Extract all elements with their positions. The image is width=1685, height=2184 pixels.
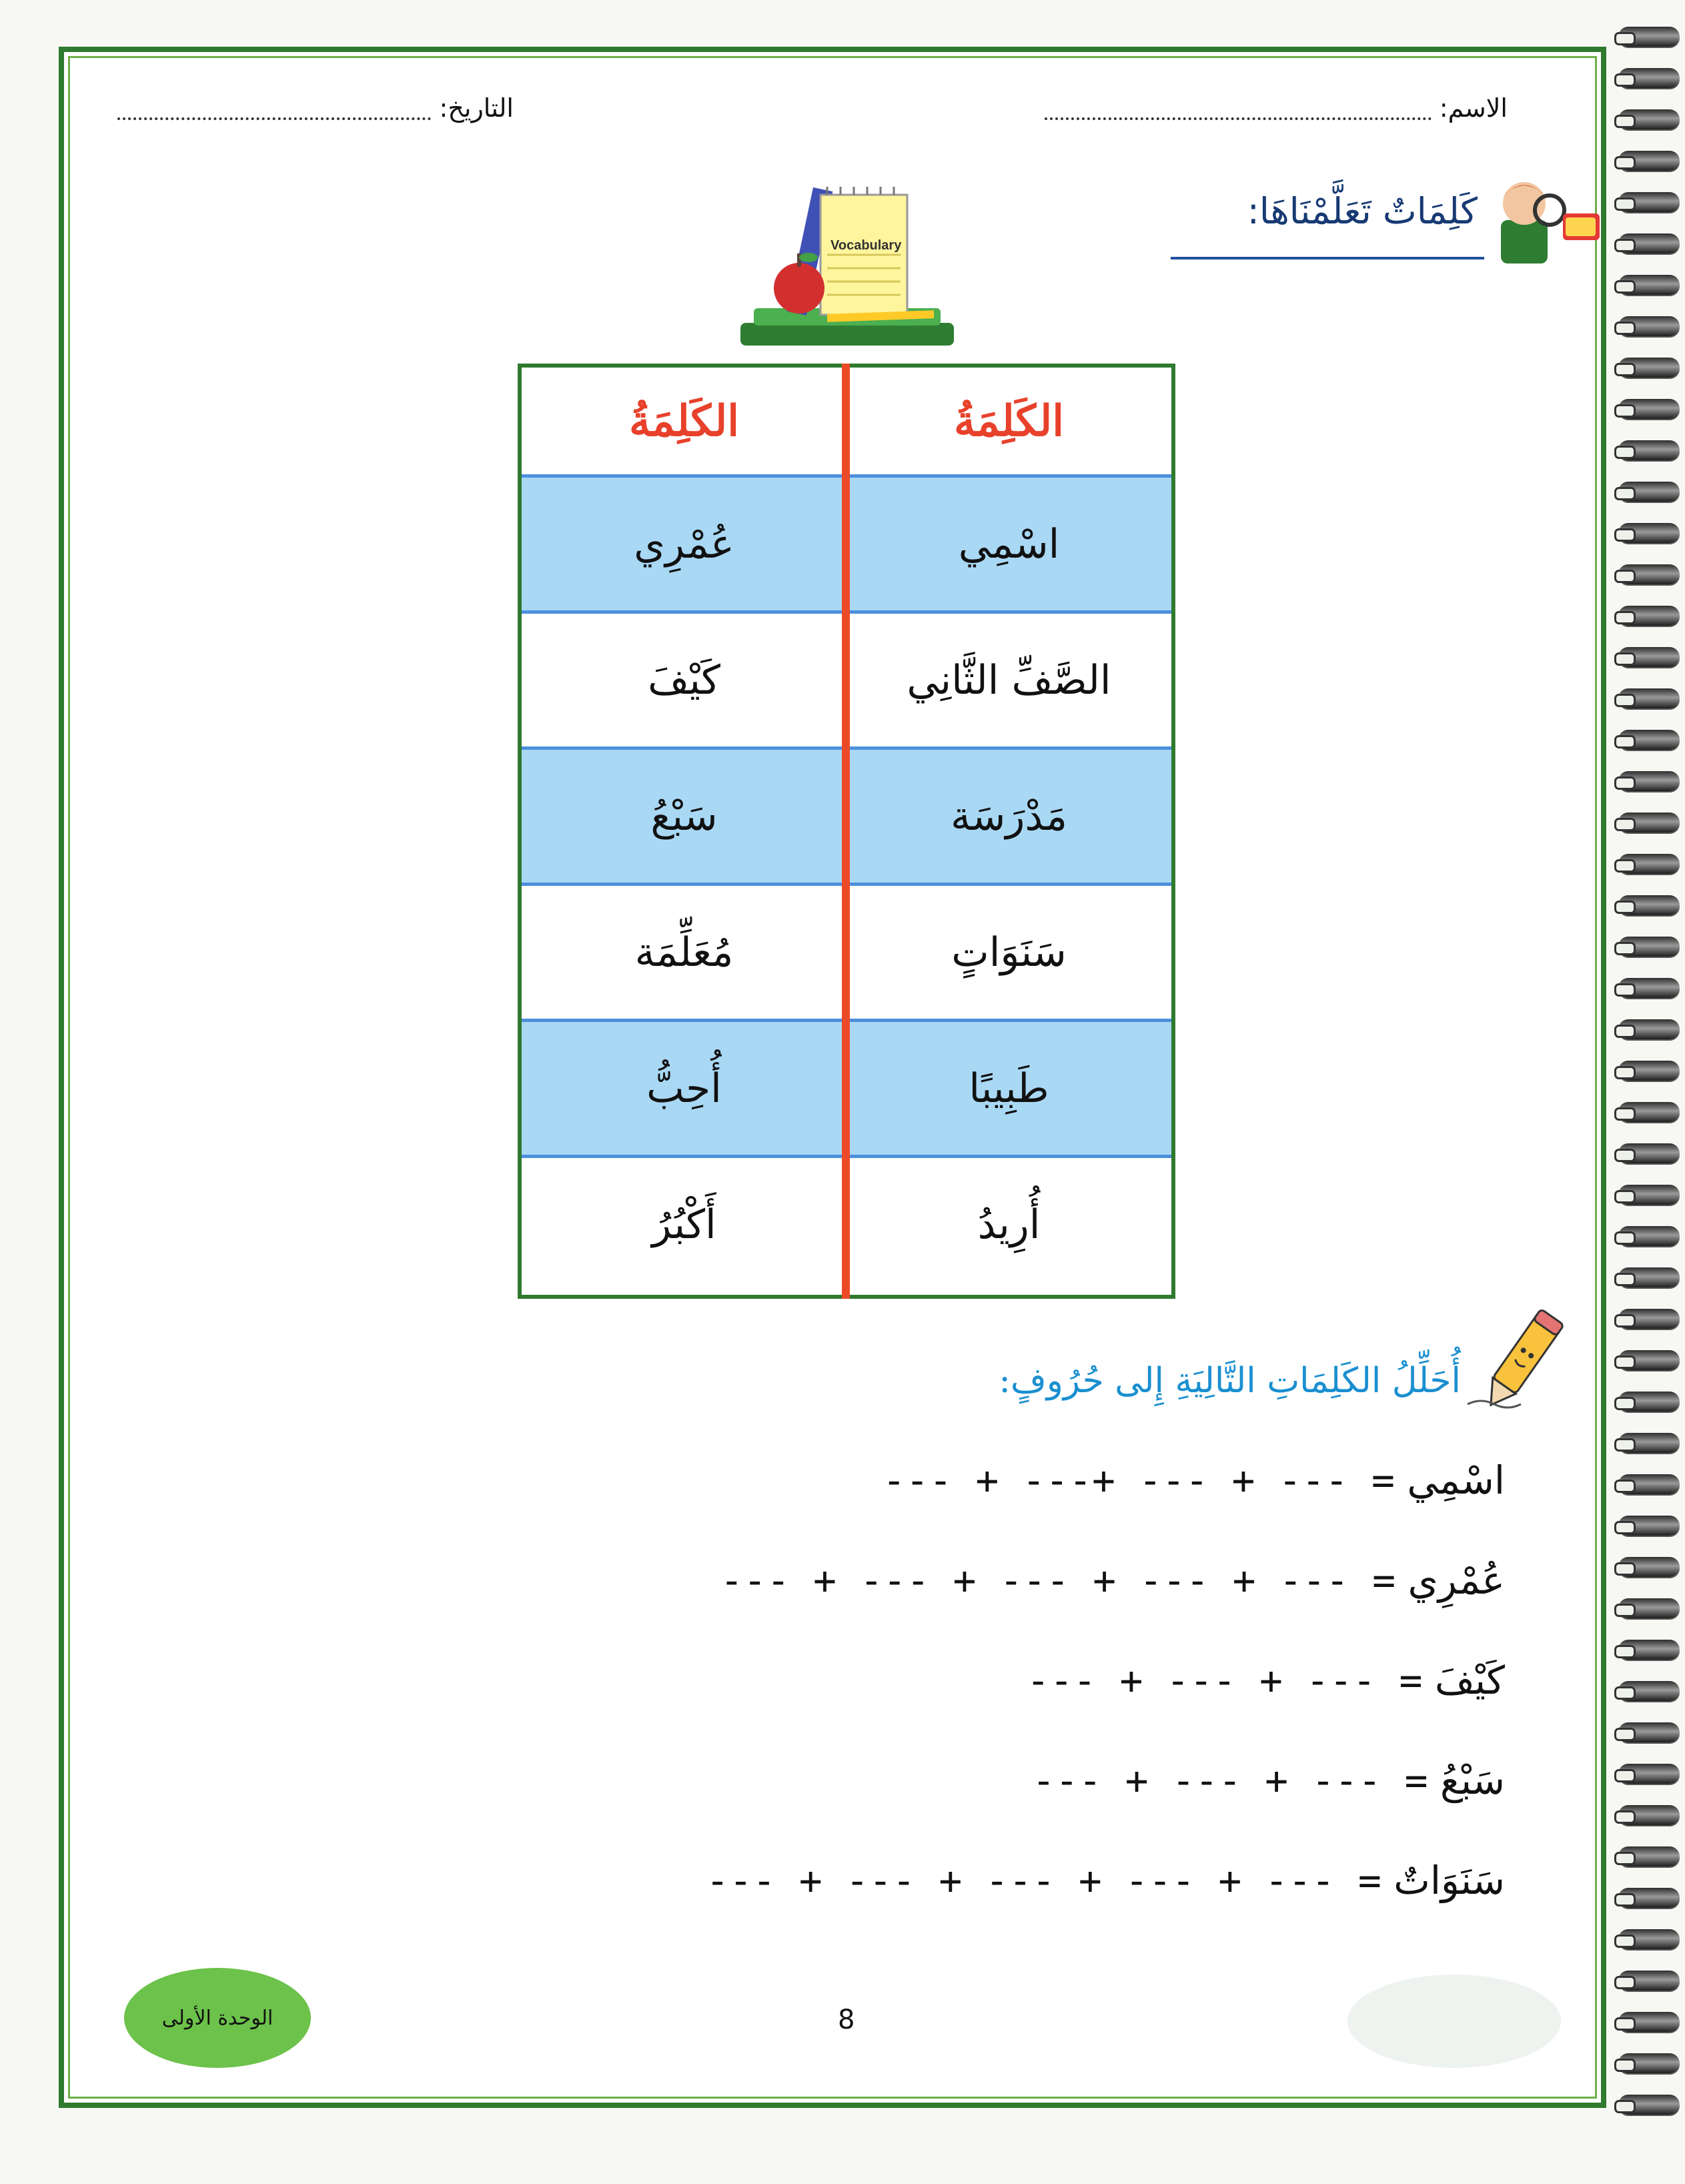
exercise-line: [1032, 1758, 1505, 1803]
spiral-loop: [1618, 1309, 1680, 1329]
word-cell: سَبْعُ: [650, 792, 718, 840]
spiral-loop: [1618, 2053, 1680, 2073]
spiral-loop: [1618, 647, 1680, 667]
spiral-loop: [1618, 440, 1680, 460]
spiral-loop: [1618, 1061, 1680, 1081]
exercise-word: كَيْفَ: [1434, 1658, 1505, 1703]
spiral-loop: [1618, 771, 1680, 791]
spiral-loop: [1618, 192, 1680, 212]
name-dotted-line: [1045, 100, 1432, 120]
word-cell: مُعَلِّمَة: [634, 929, 734, 976]
spiral-loop: [1618, 1392, 1680, 1412]
word-cell: اسْمِي: [958, 520, 1060, 568]
spiral-loop: [1618, 1557, 1680, 1577]
boy-reading-icon: [1484, 173, 1604, 267]
spiral-loop: [1618, 1516, 1680, 1536]
spiral-loop: [1618, 1846, 1680, 1866]
header-right-cell: الكَلِمَةُ: [953, 396, 1065, 446]
page-number: 8: [838, 2005, 855, 2035]
spiral-loop: [1618, 895, 1680, 915]
spiral-loop: [1618, 978, 1680, 998]
word-cell: أَكْبُرُ: [652, 1201, 716, 1248]
spiral-loop: [1618, 1019, 1680, 1039]
date-label: التاريخ:: [439, 93, 514, 123]
spiral-loop: [1618, 1681, 1680, 1701]
spiral-loop: [1618, 27, 1680, 47]
spiral-loop: [1618, 1971, 1680, 1991]
spiral-loop: [1618, 233, 1680, 253]
exercise-title: أُحَلِّلُ الكَلِمَاتِ التَّالِيَةِ إِلى حُرُوفٍ:: [999, 1361, 1461, 1401]
spiral-loop: [1618, 1888, 1680, 1908]
spiral-loop: [1618, 2012, 1680, 2032]
exercise-word: سَبْعُ: [1440, 1758, 1505, 1803]
pencil-icon: [1461, 1304, 1581, 1418]
spiral-loop: [1618, 688, 1680, 708]
spiral-loop: [1618, 730, 1680, 750]
spiral-loop: [1618, 1474, 1680, 1494]
spiral-loop: [1618, 812, 1680, 833]
letter-blanks[interactable]: = --- + --- + ---: [1026, 1658, 1423, 1703]
vocabulary-label: Vocabulary: [830, 238, 902, 253]
exercise-line: [706, 1858, 1505, 1903]
unit-label: الوحدة الأولى: [161, 2006, 273, 2030]
exercise-word: عُمْرِي: [1408, 1558, 1505, 1603]
exercise-word: اسْمِي: [1407, 1458, 1505, 1503]
spiral-loop: [1618, 399, 1680, 419]
name-label: الاسم:: [1439, 93, 1508, 123]
spiral-loop: [1618, 523, 1680, 543]
spiral-loop: [1618, 1805, 1680, 1825]
word-cell: كَيْفَ: [648, 656, 720, 704]
word-cell: طَبِيبًا: [969, 1065, 1049, 1112]
word-cell: سَنَوَاتٍ: [951, 929, 1067, 976]
spiral-loop: [1618, 482, 1680, 502]
spiral-loop: [1618, 1226, 1680, 1246]
spiral-loop: [1618, 1640, 1680, 1660]
word-cell: الصَّفِّ الثَّانِي: [907, 656, 1111, 704]
spiral-loop: [1618, 316, 1680, 336]
spiral-loop: [1618, 151, 1680, 171]
word-cell: أُحِبُّ: [646, 1065, 722, 1112]
date-field: [100, 93, 514, 123]
word-cell: عُمْرِي: [634, 520, 734, 568]
spiral-loop: [1618, 1185, 1680, 1205]
spiral-loop: [1618, 1929, 1680, 1949]
spiral-loop: [1618, 1267, 1680, 1287]
header-left-cell: الكَلِمَةُ: [628, 396, 740, 446]
spiral-loop: [1618, 68, 1680, 88]
spiral-loop: [1618, 1102, 1680, 1122]
spiral-loop: [1618, 1722, 1680, 1742]
spiral-loop: [1618, 564, 1680, 584]
spiral-loop: [1618, 937, 1680, 957]
letter-blanks[interactable]: = --- + --- + --- + --- + ---: [706, 1858, 1381, 1903]
spiral-loop: [1618, 358, 1680, 378]
date-dotted-line: [117, 100, 431, 120]
spiral-loop: [1618, 109, 1680, 129]
letter-blanks[interactable]: = --- + --- +--- + ---: [882, 1458, 1395, 1503]
name-field: [1021, 93, 1508, 123]
exercise-word: سَنَوَاتٌ: [1393, 1858, 1505, 1903]
faint-oval-decoration: [1347, 1975, 1561, 2068]
letter-blanks[interactable]: = --- + --- + --- + --- + ---: [720, 1558, 1396, 1603]
spiral-loop: [1618, 1143, 1680, 1163]
spiral-loop: [1618, 1433, 1680, 1453]
spiral-loop: [1618, 1598, 1680, 1618]
spiral-loop: [1618, 1764, 1680, 1784]
vocabulary-table: [518, 364, 1175, 1299]
word-cell: أُرِيدُ: [977, 1201, 1041, 1248]
spiral-loop: [1618, 275, 1680, 295]
unit-badge: [124, 1968, 311, 2068]
spiral-loop: [1618, 2095, 1680, 2115]
exercise-line: [1027, 1658, 1505, 1703]
exercise-line: [720, 1558, 1505, 1603]
vocabulary-books-icon: [734, 175, 961, 348]
spiral-loop: [1618, 1350, 1680, 1370]
spiral-loop: [1618, 606, 1680, 626]
word-cell: مَدْرَسَة: [950, 792, 1068, 840]
exercise-line: [883, 1458, 1505, 1503]
letter-blanks[interactable]: = --- + --- + ---: [1031, 1758, 1428, 1803]
spiral-loop: [1618, 854, 1680, 874]
spiral-binding: [1613, 27, 1685, 2155]
table-divider: [842, 364, 850, 1299]
section-title: كَلِمَاتٌ تَعَلَّمْنَاهَا:: [1171, 190, 1484, 259]
